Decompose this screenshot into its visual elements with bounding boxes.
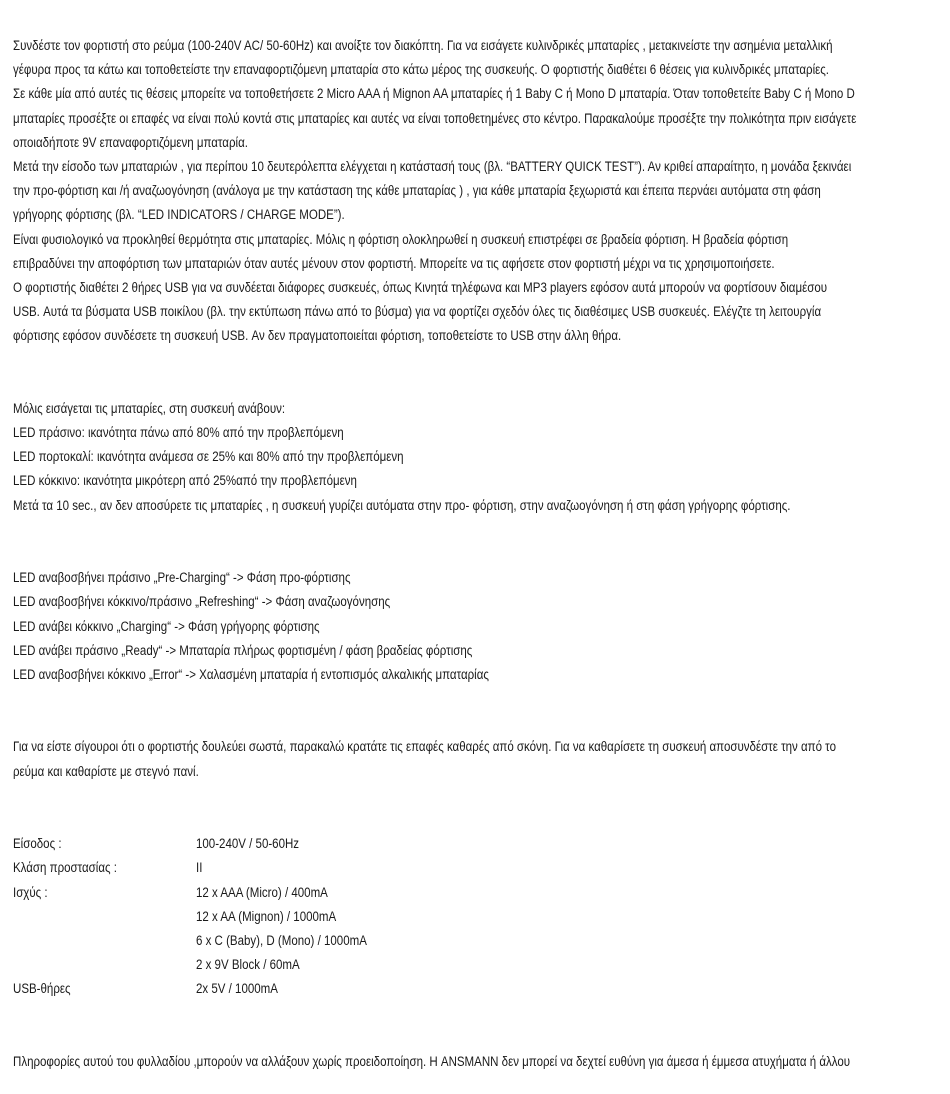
led-orange-line: LED πορτοκαλί: ικανότητα ανάμεσα σε 25% και 80% από την προβλεπόμενη <box>13 449 404 465</box>
led-ready-line: LED ανάβει πράσινο „Ready“ -> Μπαταρία πλήρως φορτισμένη / φάση βραδείας φόρτισης <box>13 642 473 658</box>
spec-label: USB-θήρες <box>13 981 71 997</box>
specs-table <box>13 832 931 1001</box>
led-green-line: LED πράσινο: ικανότητα πάνω από 80% από την προβλεπόμενη <box>13 425 344 441</box>
spec-row <box>13 929 931 953</box>
spec-value: 12 x AA (Mignon) / 1000mA <box>196 908 337 924</box>
led-refreshing-line: LED αναβοσβήνει κόκκινο/πράσινο „Refreshing“ -> Φάση αναζωογόνησης <box>13 594 391 610</box>
text-line: Είναι φυσιολογικό να προκληθεί θερμότητα στις μπαταρίες. Μόλις η φόρτιση ολοκληρωθεί η συσκευή επιστρέφει σε βραδεία φόρτιση. Η βραδεία φόρτιση <box>13 231 789 247</box>
led-pre-charging-line: LED αναβοσβήνει πράσινο „Pre-Charging“ -> Φάση προ-φόρτισης <box>13 570 351 586</box>
text-line: γρήγορης φόρτισης (βλ. “LED INDICATORS / CHARGE MODE”). <box>13 207 345 223</box>
spec-value: 12 x AAA (Micro) / 400mA <box>196 884 328 900</box>
disclaimer-line: Πληροφορίες αυτού του φυλλαδίου ,μπορούν να αλλάξουν χωρίς προειδοποίηση. Η ANSMANN δεν μπορεί να δεχτεί ευθύνη για άμεσα ή έμμεσα ατυχήματα ή άλλου <box>13 1053 851 1069</box>
disclaimer-section <box>13 1050 931 1074</box>
instruction-document <box>13 34 931 1074</box>
led-charging-line: LED ανάβει κόκκινο „Charging“ -> Φάση γρήγορης φόρτισης <box>13 618 320 634</box>
spec-row <box>13 856 931 880</box>
spec-label: Κλάση προστασίας : <box>13 860 117 876</box>
spec-row <box>13 977 931 1001</box>
text-line: την προ-φόρτιση και /ή αναζωογόνηση (ανάλογα με την κατάσταση της κάθε μπαταρίας ) , για κάθε μπαταρία ξεχωριστά και έπειτα περνάει αυτόματα στη φάση <box>13 183 821 199</box>
spec-value: 6 x C (Baby), D (Mono) / 1000mA <box>196 933 367 948</box>
text-line: Σε κάθε μία από αυτές τις θέσεις μπορείτε να τοποθετήσετε 2 Micro AAA ή Mignon AA μπαταρίες ή 1 Baby C ή Mono D μπαταρία. Όταν τοποθετείτε Baby C ή Mono D <box>13 86 855 102</box>
led-red-line: LED κόκκινο: ικανότητα μικρότερη από 25%από την προβλεπόμενη <box>13 473 357 489</box>
spec-row <box>13 953 931 977</box>
spec-label: Ισχύς : <box>13 884 48 900</box>
text-line: Ο φορτιστής διαθέτει 2 θήρες USB για να συνδέεται διάφορες συσκευές, όπως Κινητά τηλέφωνα και MP3 players εφόσον αυτά μπορούν να φορτίσουν διαμέσου <box>13 279 828 295</box>
section-spacer <box>13 784 931 832</box>
spec-row <box>13 905 931 929</box>
text-line: οποιαδήποτε 9V επαναφορτιζόμενη μπαταρία. <box>13 134 248 150</box>
spec-value: II <box>196 860 203 876</box>
spec-row <box>13 881 931 905</box>
text-line: Συνδέστε τον φορτιστή στο ρεύμα (100-240V AC/ 50-60Hz) και ανοίξτε τον διακόπτη. Για να εισάγετε κυλινδρικές μπαταρίες , μετακινείστε την ασημένια μεταλλική <box>13 38 833 53</box>
spec-value: 2x 5V / 1000mA <box>196 981 278 997</box>
text-line: Μετά τα 10 sec., αν δεν αποσύρετε τις μπαταρίες , η συσκευή γυρίζει αυτόματα στην προ- φόρτιση, στην αναζωογόνηση ή στη φάση γρήγορης φόρτισης. <box>13 497 791 513</box>
text-line: γέφυρα προς τα κάτω και τοποθετείστε την επαναφορτιζόμενη μπαταρία στο κάτω μέρος της συσκευής. Ο φορτιστής διαθέτει 6 θέσεις για κυλινδρικές μπαταρίες. <box>13 62 830 78</box>
text-line: USB. Αυτά τα βύσματα USB ποικίλου (βλ. την εκτύπωση πάνω από το βύσμα) για να φορτίζει σχεδόν όλες τις διαθέσιμες USB συσκευές. Ελέγζτε τη λειτουργία <box>13 304 822 320</box>
text-line: Μετά την είσοδο των μπαταριών , για περίπου 10 δευτερόλεπτα ελέγχεται η κατάστασή τους (βλ. “BATTERY QUICK TEST”). Αν κριθεί απαραίτητο, η μονάδα ξεκινάει <box>13 158 852 174</box>
maintenance-section <box>13 735 931 783</box>
led-indicators-section <box>13 566 931 687</box>
text-line: ρεύμα και καθαρίστε με στεγνό πανί. <box>13 763 199 779</box>
text-line: επιβραδύνει την αποφόρτιση των μπαταριών όταν αυτές μένουν στον φορτιστή. Μπορείτε να τις αφήσετε στον φορτιστή μέχρι να τις χρησιμοποιήσετε. <box>13 255 775 271</box>
section-spacer <box>13 348 931 396</box>
section-spacer <box>13 687 931 735</box>
spec-row <box>13 832 931 856</box>
intro-section <box>13 34 931 348</box>
spec-label: Είσοδος : <box>13 836 62 852</box>
spec-value: 100-240V / 50-60Hz <box>196 836 300 852</box>
section-spacer <box>13 518 931 566</box>
spec-value: 2 x 9V Block / 60mA <box>196 957 300 973</box>
text-line: μπαταρίες προσέξτε οι επαφές να είναι πολύ κοντά στις μπαταρίες και αυτές να είναι τοποθετημένες στο κέντρο. Παρακαλούμε προσέξτε την πολικότητα πριν εισάγετε <box>13 110 857 126</box>
text-line: φόρτισης εφόσον συνδέσετε τη συσκευή USB. Αν δεν πραγματοποιείται φόρτιση, τοποθετείστε το USB στην άλλη θήρα. <box>13 328 622 344</box>
led-error-line: LED αναβοσβήνει κόκκινο „Error“ -> Χαλασμένη μπαταρία ή εντοπισμός αλκαλικής μπαταρίας <box>13 666 489 682</box>
text-line: Μόλις εισάγεται τις μπαταρίες, στη συσκευή ανάβουν: <box>13 400 286 416</box>
quick-test-section <box>13 397 931 518</box>
section-spacer <box>13 1002 931 1050</box>
text-line: Για να είστε σίγουροι ότι ο φορτιστής δουλεύει σωστά, παρακαλώ κρατάτε τις επαφές καθαρές από σκόνη. Για να καθαρίσετε τη συσκευή αποσυνδέστε την από το <box>13 739 836 755</box>
